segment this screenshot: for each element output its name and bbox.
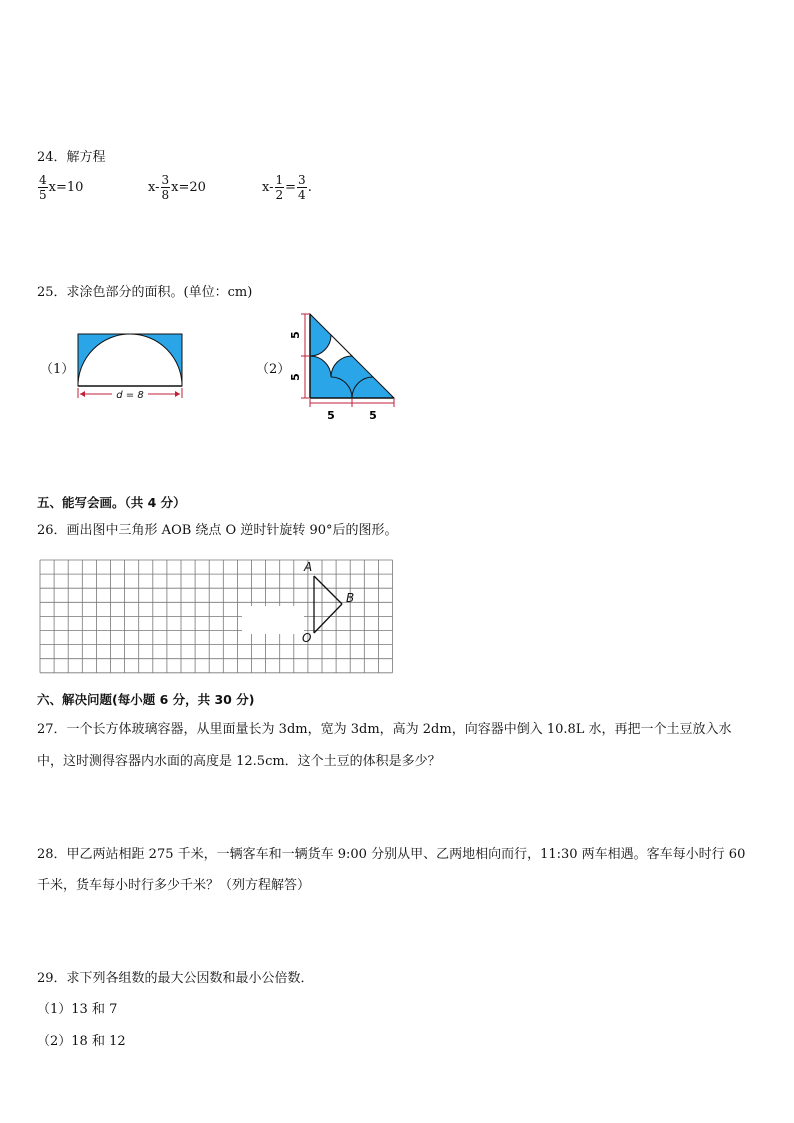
dim-label-left-top: 5	[289, 331, 302, 339]
segment-AB	[314, 576, 342, 604]
q28-line2: 千米，货车每小时行多少千米？（列方程解答）	[37, 878, 311, 893]
fraction: $\frac{1}{2}$	[275, 173, 284, 202]
dim-label-bottom-left: 5	[327, 409, 335, 422]
fraction: $\frac{4}{5}$	[39, 173, 47, 202]
figure2-label: （2）	[256, 362, 291, 377]
fraction: $\frac{3}{8}$	[161, 173, 170, 202]
figure2-triangle	[284, 306, 400, 426]
q25-title: 25．求涂色部分的面积。(单位：cm)	[37, 285, 253, 300]
segment-BO	[314, 604, 342, 633]
q24-title: 24．解方程	[37, 150, 106, 165]
figure1-label: （1）	[40, 362, 75, 377]
dim-label-left-bottom: 5	[289, 373, 302, 381]
grid-blank-patch	[242, 606, 304, 634]
q29-title: 29．求下列各组数的最大公因数和最小公倍数．	[37, 971, 314, 986]
q24-equation-2: x- $\frac{3}{8}$ x=20	[148, 173, 206, 202]
q29-item2: （2）18 和 12	[37, 1034, 126, 1049]
dim-label-bottom-right: 5	[369, 409, 377, 422]
section5-title: 五、能写会画。（共 4 分）	[37, 495, 186, 510]
point-A-label: A	[304, 560, 313, 574]
point-B-label: B	[346, 591, 355, 605]
section6-title: 六、解决问题(每小题 6 分，共 30 分)	[37, 692, 255, 707]
q26-title: 26．画出图中三角形 AOB 绕点 O 逆时针旋转 90°后的图形。	[37, 523, 398, 538]
q28-line1: 28．甲乙两站相距 275 千米，一辆客车和一辆货车 9:00 分别从甲、乙两地相向而行，11:30 两车相遇。客车每小时行 60	[37, 847, 746, 862]
fraction: $\frac{3}{4}$	[298, 173, 306, 202]
q24-equation-3: x- $\frac{1}{2}$ = $\frac{3}{4}$ .	[262, 173, 312, 202]
point-O-label: O	[302, 631, 312, 645]
q27-line2: 中，这时测得容器内水面的高度是 12.5cm．这个土豆的体积是多少？	[37, 754, 441, 769]
q24-equation-1: $\frac{4}{5}$ x=10	[39, 173, 84, 202]
figure1-rect-semicircle	[70, 326, 190, 402]
q29-item1: （1）13 和 7	[37, 1002, 118, 1017]
q26-grid	[36, 556, 406, 680]
diameter-label: d = 8	[116, 390, 144, 401]
q27-line1: 27．一个长方体玻璃容器，从里面量长为 3dm，宽为 3dm，高为 2dm，向容器中倒入 10.8L 水，再把一个土豆放入水	[37, 722, 732, 737]
